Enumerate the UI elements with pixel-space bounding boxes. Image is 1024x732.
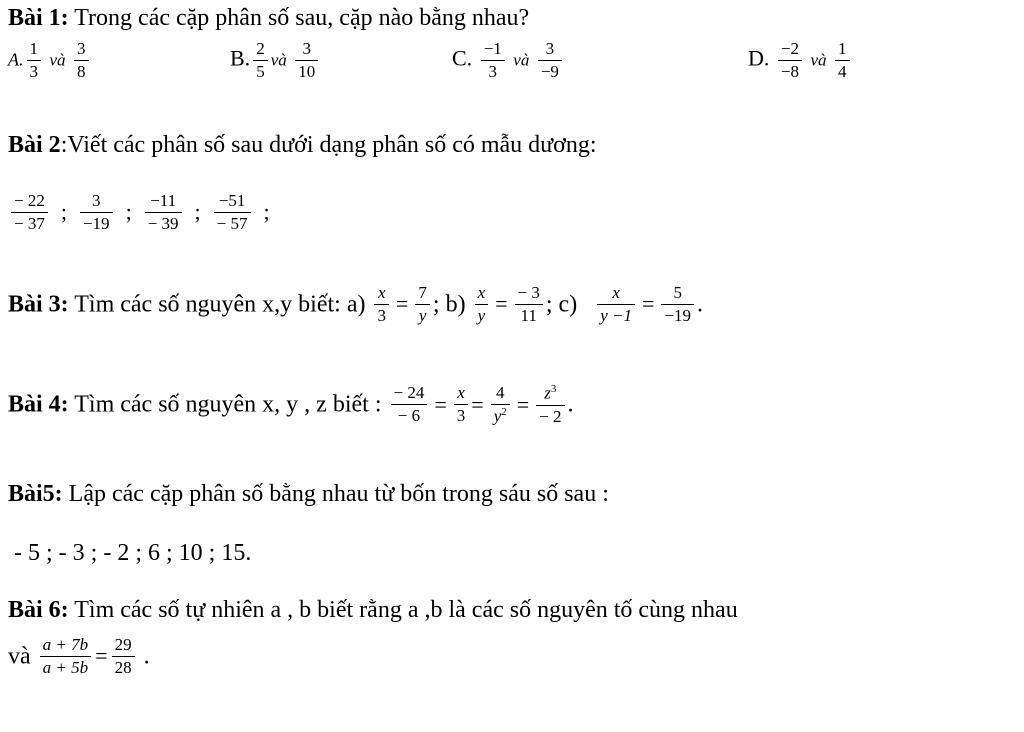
option-a-letter: A. [8,49,24,70]
eq-a-fraction-1 [374,284,389,325]
problem-5-text: Lập các cặp phân số bằng nhau từ bốn trong sáu số sau : [62,481,609,507]
numerator: 3 [74,40,89,61]
numerator: − 3 [515,284,543,305]
eq-b-fraction-1 [475,284,489,325]
denominator: −8 [780,61,799,81]
denominator: −9 [540,61,559,81]
denominator: a + 5b [42,657,89,677]
denominator: − 57 [216,213,248,233]
option-d-letter: D. [748,45,770,71]
problem-4-text: Tìm các số nguyên x, y , z biết : [68,391,382,418]
problem-4: Bài 4: Tìm các số nguyên x, y , z biết : $\frac{- 24}{- 6}$ = $\frac{x}{3}$ = $\frac{4}{y^2}$ = $\frac{z^3}{- 2}$ . [8,383,574,426]
numerator: 29 [112,636,135,657]
numerator: 3 [538,40,562,61]
problem-5-heading [8,482,609,506]
exponent: 2 [501,405,507,418]
numerator: x [475,284,489,305]
option-a-fraction-2 [74,40,89,81]
separator: ; [125,199,132,225]
denominator: y [493,406,502,426]
denominator: 3 [29,61,38,81]
exponent: 3 [550,383,557,395]
option-c-letter: C. [452,45,473,71]
problem-2-text: :Viết các phân số sau dưới dạng phân số có mẫu dương: [60,132,597,158]
denominator: 3 [488,61,497,81]
denominator: −19 [664,305,691,325]
problem-6-equation: và $\frac{a + 7b}{a + 5b}$ = $\frac{29}{28}$ . [8,635,150,677]
option-a [8,40,92,81]
fraction-4 [214,192,251,233]
numerator: −11 [145,192,182,213]
numerator: z [544,383,551,403]
part-b-label: ; b) [432,291,466,318]
va-text: và [270,50,287,70]
numerator: −51 [214,192,251,213]
denominator: y [418,305,427,325]
problem-1-text: Trong các cặp phân số sau, cặp nào bằng nhau? [68,5,530,31]
denominator: − 6 [397,406,421,426]
problem-2-fractions [8,192,274,233]
numerator: x [454,384,469,405]
eq-c-fraction-2 [661,284,694,325]
period: . [697,291,703,318]
numerator: 3 [80,192,113,213]
problem-4-label: Bài 4: [8,391,69,418]
numerator: 2 [253,40,268,61]
option-b-fraction-1 [253,40,268,81]
denominator: 28 [114,657,132,677]
option-c [452,40,565,81]
numerator: 3 [295,40,318,61]
problem-5-numbers: - 5 ; - 3 ; - 2 ; 6 ; 10 ; 15. [14,540,252,566]
problem-6-heading [8,598,738,622]
problem-1-label: Bài 1: [8,5,69,31]
problem-3: Bài 3: Tìm các số nguyên x,y biết: a) $\frac{x}{3}$ = $\frac{7}{y}$ ; b) $\frac{x}{y}$ = $\frac{- 3}{11}$ ; c) $\frac{x}{y -1}$ = $\frac{5}{-19}$ . [8,283,703,325]
eq4-fraction-2 [454,384,469,425]
problem-3-label: Bài 3: [8,291,69,318]
denominator: 3 [456,406,466,426]
separator: ; [263,199,270,225]
part-c-label: ; c) [545,291,578,318]
option-a-fraction-1 [27,40,42,81]
denominator: 8 [77,61,86,81]
separator: ; [60,199,67,225]
eq6-fraction-1 [40,636,91,677]
eq-b-fraction-2 [515,284,543,325]
eq4-fraction-4 [536,384,564,425]
problem-2-label: Bài 2 [8,132,61,158]
problem-2-heading [8,133,597,157]
numerator: 1 [27,40,42,61]
numerator: x [374,284,389,305]
va-text: và [49,50,66,70]
eq4-fraction-1 [391,384,428,425]
denominator: 4 [838,61,847,81]
numerator: x [597,284,635,305]
option-d [748,40,853,81]
fraction-3 [145,192,182,233]
separator: ; [194,199,201,225]
problem-1-heading [8,6,529,30]
eq4-fraction-3 [491,384,510,425]
option-c-fraction-2 [538,40,562,81]
denominator: − 37 [14,213,45,233]
option-d-fraction-2 [835,40,850,81]
va-text: và [8,643,31,670]
denominator: − 2 [539,406,562,426]
fraction-1 [11,192,48,233]
problem-6-text: Tìm các số tự nhiên a , b biết rằng a ,b là các số nguyên tố cùng nhau [68,597,738,623]
denominator: −19 [82,213,110,233]
numerator: −2 [778,40,802,61]
problem-6-label: Bài 6: [8,597,69,623]
numerator: − 24 [391,384,428,405]
fraction-2 [80,192,113,233]
option-b-fraction-2 [295,40,318,81]
option-d-fraction-1 [778,40,802,81]
denominator: − 39 [147,213,179,233]
denominator: 3 [377,305,386,325]
numerator: 4 [491,384,510,405]
denominator: 10 [298,61,316,81]
option-b [230,40,321,81]
period: . [137,643,150,670]
eq6-fraction-2 [112,636,135,677]
denominator: 5 [256,61,265,81]
denominator: 11 [520,305,537,325]
numerator: a + 7b [40,636,91,657]
va-text: và [513,50,530,70]
eq-a-fraction-2 [415,284,430,325]
period: . [567,391,574,418]
denominator: y [477,305,486,325]
option-b-letter: B. [230,45,251,71]
numerator: 1 [835,40,850,61]
option-c-fraction-1 [481,40,505,81]
va-text: và [810,50,827,70]
numerator: − 22 [11,192,48,213]
problem-5-label: Bài5: [8,481,63,507]
denominator: y −1 [600,305,632,325]
problem-3-text: Tìm các số nguyên x,y biết: a) [68,291,366,318]
numerator: −1 [481,40,505,61]
numerator: 7 [415,284,430,305]
eq-c-fraction-1 [597,284,635,325]
numerator: 5 [661,284,694,305]
